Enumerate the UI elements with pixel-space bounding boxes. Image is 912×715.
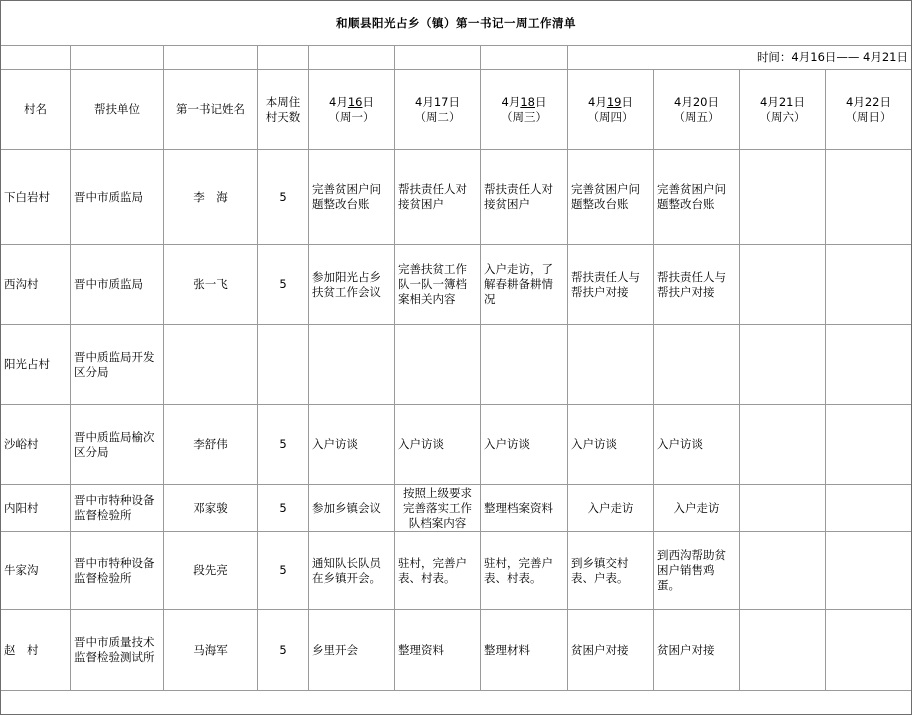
support-unit-cell[interactable]: 晋中市特种设备监督检验所: [71, 532, 164, 610]
header-day-date-suffix: 日: [362, 94, 374, 109]
task-cell[interactable]: 完善贫困户问题整改台账: [309, 150, 395, 245]
task-cell[interactable]: 驻村，完善户表、村表。: [395, 532, 481, 610]
header-day-weekday: （周一）: [328, 109, 375, 124]
secretary-name-cell[interactable]: 张一飞: [164, 245, 258, 325]
task-cell[interactable]: [826, 610, 912, 691]
task-cell[interactable]: [395, 325, 481, 405]
task-cell[interactable]: [740, 532, 826, 610]
task-cell[interactable]: 入户访谈: [395, 405, 481, 485]
task-cell[interactable]: 整理资料: [395, 610, 481, 691]
header-secretary[interactable]: 第一书记姓名: [164, 70, 258, 150]
days-in-village-cell[interactable]: 5: [258, 532, 309, 610]
header-day[interactable]: [481, 70, 568, 150]
header-day-date-number: 19: [606, 94, 622, 109]
task-cell[interactable]: [481, 325, 568, 405]
village-name-cell[interactable]: 赵 村: [1, 610, 71, 691]
task-cell[interactable]: [568, 325, 654, 405]
header-day-date: [571, 95, 650, 110]
task-cell[interactable]: 入户访谈: [654, 405, 740, 485]
header-day-date: [484, 95, 564, 110]
task-cell[interactable]: [740, 610, 826, 691]
task-cell[interactable]: 按照上级要求完善落实工作队档案内容: [395, 485, 481, 532]
task-cell[interactable]: 完善贫困户问题整改台账: [654, 150, 740, 245]
task-cell[interactable]: 帮扶责任人对接贫困户: [481, 150, 568, 245]
village-name-cell[interactable]: 沙峪村: [1, 405, 71, 485]
task-cell[interactable]: [826, 485, 912, 532]
header-day-date-text: 4月22日: [846, 94, 891, 109]
task-cell[interactable]: [826, 405, 912, 485]
support-unit-cell[interactable]: 晋中市质量技术监督检验测试所: [71, 610, 164, 691]
secretary-name-cell[interactable]: 邓家骏: [164, 485, 258, 532]
days-in-village-cell[interactable]: 5: [258, 245, 309, 325]
days-in-village-cell[interactable]: 5: [258, 610, 309, 691]
header-days[interactable]: [258, 70, 309, 150]
task-cell[interactable]: 到乡镇交村表、户表。: [568, 532, 654, 610]
task-cell[interactable]: [826, 532, 912, 610]
data-rows: [1, 150, 912, 691]
support-unit-cell[interactable]: 晋中市特种设备监督检验所: [71, 485, 164, 532]
title-row: [1, 1, 912, 46]
task-cell[interactable]: 完善扶贫工作队一队一簿档案相关内容: [395, 245, 481, 325]
task-cell[interactable]: 入户走访，了解春耕备耕情况: [481, 245, 568, 325]
header-day-weekday: （周六）: [759, 109, 806, 124]
task-cell[interactable]: 入户走访: [568, 485, 654, 532]
days-in-village-cell[interactable]: [258, 325, 309, 405]
task-cell[interactable]: [654, 325, 740, 405]
cell[interactable]: [481, 46, 568, 70]
header-day[interactable]: [568, 70, 654, 150]
header-day-weekday: （周五）: [673, 109, 720, 124]
header-days-line2: 村天数: [265, 109, 301, 124]
task-cell[interactable]: 到西沟帮助贫困户销售鸡蛋。: [654, 532, 740, 610]
support-unit-cell[interactable]: 晋中市质监局: [71, 245, 164, 325]
header-day-date-text: 4月: [501, 94, 521, 109]
header-village[interactable]: 村名: [1, 70, 71, 150]
header-day[interactable]: [309, 70, 395, 150]
support-unit-cell[interactable]: 晋中质监局开发区分局: [71, 325, 164, 405]
secretary-name-cell[interactable]: 李舒伟: [164, 405, 258, 485]
header-day-date-number: 18: [520, 94, 535, 109]
header-day[interactable]: [654, 70, 740, 150]
task-cell[interactable]: [740, 150, 826, 245]
header-day-date: [657, 95, 736, 110]
days-in-village-cell[interactable]: 5: [258, 150, 309, 245]
task-cell[interactable]: [740, 325, 826, 405]
table-row: [1, 245, 912, 325]
header-day-date-suffix: 日: [534, 94, 547, 109]
task-cell[interactable]: 整理档案资料: [481, 485, 568, 532]
task-cell[interactable]: 帮扶责任人与帮扶户对接: [654, 245, 740, 325]
cell[interactable]: [1, 46, 71, 70]
header-day-date: [312, 95, 391, 110]
task-cell[interactable]: 参加阳光占乡扶贫工作会议: [309, 245, 395, 325]
secretary-name-cell[interactable]: [164, 325, 258, 405]
support-unit-cell[interactable]: 晋中质监局榆次区分局: [71, 405, 164, 485]
table-row: [1, 150, 912, 245]
secretary-name-cell[interactable]: 段先亮: [164, 532, 258, 610]
header-day[interactable]: [740, 70, 826, 150]
village-name-cell[interactable]: 下白岩村: [1, 150, 71, 245]
task-cell[interactable]: 整理材料: [481, 610, 568, 691]
task-cell[interactable]: [740, 485, 826, 532]
header-day-date: [398, 95, 477, 110]
header-day-date: [743, 95, 822, 110]
task-cell[interactable]: 入户访谈: [568, 405, 654, 485]
task-cell[interactable]: [309, 325, 395, 405]
cell[interactable]: [258, 46, 309, 70]
cell[interactable]: [309, 46, 395, 70]
task-cell[interactable]: 通知队长队员在乡镇开会。: [309, 532, 395, 610]
task-cell[interactable]: 帮扶责任人对接贫困户: [395, 150, 481, 245]
table-row: [1, 610, 912, 691]
task-cell[interactable]: [826, 150, 912, 245]
task-cell[interactable]: 完善贫困户问题整改台账: [568, 150, 654, 245]
header-row: [1, 70, 912, 150]
header-day-date-text: 4月: [329, 94, 348, 109]
task-cell[interactable]: 帮扶责任人与帮扶户对接: [568, 245, 654, 325]
header-day-date: [829, 95, 908, 110]
task-cell[interactable]: 入户访谈: [309, 405, 395, 485]
cell[interactable]: [395, 46, 481, 70]
secretary-name-cell[interactable]: 马海军: [164, 610, 258, 691]
header-day-weekday: （周二）: [414, 109, 461, 124]
page-title: 和顺县阳光占乡（镇）第一书记一周工作清单: [1, 1, 912, 46]
header-day-date-text: 4月17日: [415, 94, 460, 109]
task-cell[interactable]: [740, 245, 826, 325]
header-day-weekday: （周四）: [587, 109, 634, 124]
header-day-date-suffix: 日: [621, 94, 633, 109]
time-range[interactable]: 时间：4月16日—— 4月21日: [568, 46, 912, 70]
task-cell[interactable]: [826, 325, 912, 405]
table-row: [1, 532, 912, 610]
village-name-cell[interactable]: 牛家沟: [1, 532, 71, 610]
header-unit[interactable]: 帮扶单位: [71, 70, 164, 150]
task-cell[interactable]: 贫困户对接: [568, 610, 654, 691]
table-row: [1, 485, 912, 532]
village-name-cell[interactable]: 阳光占村: [1, 325, 71, 405]
days-in-village-cell[interactable]: 5: [258, 485, 309, 532]
task-cell[interactable]: 入户访谈: [481, 405, 568, 485]
cell[interactable]: [164, 46, 258, 70]
header-day-date-text: 4月: [588, 94, 607, 109]
header-days-line1: 本周住: [265, 94, 301, 109]
task-cell[interactable]: 驻村，完善户表、村表。: [481, 532, 568, 610]
header-day-weekday: （周三）: [501, 109, 547, 124]
task-cell[interactable]: 入户走访: [654, 485, 740, 532]
header-day-date-number: 16: [347, 94, 363, 109]
village-name-cell[interactable]: 内阳村: [1, 485, 71, 532]
task-cell[interactable]: 乡里开会: [309, 610, 395, 691]
support-unit-cell[interactable]: 晋中市质监局: [71, 150, 164, 245]
table-row: [1, 325, 912, 405]
table-row: [1, 405, 912, 485]
secretary-name-cell[interactable]: 李 海: [164, 150, 258, 245]
header-day-weekday: （周日）: [845, 109, 892, 124]
header-day-date-text: 4月21日: [760, 94, 805, 109]
task-cell[interactable]: 贫困户对接: [654, 610, 740, 691]
task-cell[interactable]: 参加乡镇会议: [309, 485, 395, 532]
header-day[interactable]: [395, 70, 481, 150]
header-day-date-text: 4月20日: [674, 94, 719, 109]
header-day[interactable]: [826, 70, 912, 150]
village-name-cell[interactable]: 西沟村: [1, 245, 71, 325]
task-cell[interactable]: [740, 405, 826, 485]
days-in-village-cell[interactable]: 5: [258, 405, 309, 485]
time-row: [1, 46, 912, 70]
task-cell[interactable]: [826, 245, 912, 325]
cell[interactable]: [71, 46, 164, 70]
